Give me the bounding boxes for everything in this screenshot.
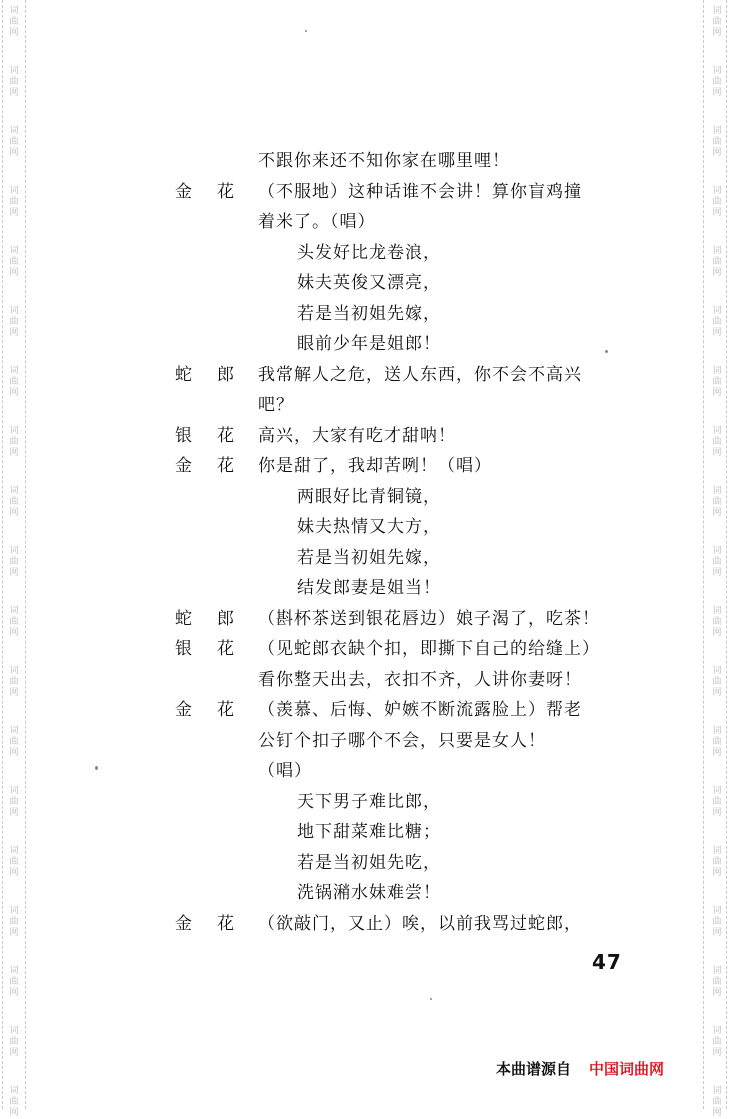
verse-line: 洗锅潲水妹难尝！	[297, 883, 441, 903]
dialogue-text: 不跟你来还不知你家在哪里哩！	[258, 151, 510, 171]
watermark-text: 词 曲 网	[712, 126, 722, 158]
watermark-text: 词 曲 网	[712, 1086, 722, 1118]
script-line	[0, 512, 729, 543]
verse-line: 地下甜菜难比糖；	[297, 822, 441, 842]
speaker-char: 蛇	[175, 364, 193, 385]
watermark-text: 词 曲 网	[9, 666, 19, 698]
verse-line: 眼前少年是姐郎！	[297, 334, 441, 354]
script-line	[0, 756, 729, 787]
speaker-char: 花	[217, 425, 235, 446]
script-line	[0, 238, 729, 269]
script-line	[0, 573, 729, 604]
watermark-text: 词 曲 网	[9, 6, 19, 38]
watermark-text: 词 曲 网	[712, 246, 722, 278]
watermark-text: 词 曲 网	[9, 186, 19, 218]
watermark-text: 词 曲 网	[712, 366, 722, 398]
speaker-char: 银	[175, 639, 193, 659]
speaker-name	[175, 909, 259, 940]
speaker-name	[175, 360, 259, 391]
script-line	[0, 146, 729, 177]
speaker-char: 郎	[217, 608, 235, 629]
verse-line: 两眼好比青铜镜，	[297, 486, 441, 507]
dialogue-text: 吧？	[258, 395, 294, 415]
watermark-text: 词 曲 网	[9, 546, 19, 578]
watermark-text: 词 曲 网	[9, 1086, 19, 1118]
script-line	[0, 848, 729, 879]
script-line	[0, 421, 729, 452]
dialogue-text: 公钉个扣子哪个不会，只要是女人！	[258, 730, 546, 751]
dialogue-text: 你是甜了，我却苦咧！（唱）	[258, 456, 492, 476]
dialogue-text: （唱）	[258, 761, 312, 781]
verse-line: 妹夫英俊又漂亮，	[297, 273, 441, 293]
script-line	[0, 604, 729, 635]
source-label: 本曲谱源自	[496, 1060, 572, 1078]
ink-speck	[95, 766, 98, 770]
script-line	[0, 482, 729, 513]
speaker-char: 花	[217, 700, 235, 720]
script-line	[0, 634, 729, 665]
script-line	[0, 787, 729, 818]
watermark-text: 词 曲 网	[712, 906, 722, 938]
watermark-text: 词 曲 网	[712, 486, 722, 518]
dialogue-text: （不服地）这种话谁不会讲！算你盲鸡撞	[258, 181, 582, 202]
speaker-char: 银	[175, 425, 193, 446]
speaker-char: 郎	[217, 364, 235, 385]
script-text	[0, 146, 729, 939]
verse-line: 若是当初姐先嫁，	[297, 303, 441, 324]
script-line	[0, 360, 729, 391]
watermark-text: 词 曲 网	[712, 786, 722, 818]
script-line	[0, 299, 729, 330]
watermark-text: 词 曲 网	[9, 966, 19, 998]
verse-line: 天下男子难比郎，	[297, 791, 441, 812]
watermark-text: 词 曲 网	[9, 1026, 19, 1058]
speaker-char: 花	[217, 456, 235, 476]
watermark-text: 词 曲 网	[9, 726, 19, 758]
script-line	[0, 665, 729, 696]
speaker-char: 花	[217, 913, 235, 934]
watermark-text: 词 曲 网	[712, 1026, 722, 1058]
watermark-text: 词 曲 网	[712, 66, 722, 98]
watermark-text: 词 曲 网	[9, 366, 19, 398]
speaker-char: 金	[175, 700, 193, 720]
watermark-text: 词 曲 网	[9, 786, 19, 818]
ink-speck	[605, 350, 608, 353]
ink-speck	[305, 30, 307, 32]
watermark-text: 词 曲 网	[9, 486, 19, 518]
speaker-char: 花	[217, 181, 235, 202]
script-line	[0, 543, 729, 574]
script-line	[0, 817, 729, 848]
script-line	[0, 207, 729, 238]
script-line	[0, 268, 729, 299]
page-number: 47	[592, 950, 622, 974]
watermark-text: 词 曲 网	[9, 606, 19, 638]
dialogue-text: 看你整天出去，衣扣不齐，人讲你妻呀！	[258, 669, 582, 690]
source-site-name: 中国词曲网	[589, 1060, 665, 1078]
watermark-text: 词 曲 网	[712, 186, 722, 218]
speaker-char: 金	[175, 913, 193, 934]
ink-speck	[430, 998, 432, 1000]
watermark-text: 词 曲 网	[712, 546, 722, 578]
verse-line: 结发郎妻是姐当！	[297, 578, 441, 598]
script-line	[0, 177, 729, 208]
dialogue-text: （见蛇郎衣缺个扣，即撕下自己的给缝上）	[258, 639, 600, 659]
speaker-name	[175, 421, 259, 452]
script-line	[0, 390, 729, 421]
watermark-text: 词 曲 网	[712, 846, 722, 878]
speaker-char: 花	[217, 639, 235, 659]
watermark-text: 词 曲 网	[9, 426, 19, 458]
source-credit	[496, 1058, 664, 1079]
verse-line: 若是当初姐先嫁，	[297, 547, 441, 568]
speaker-char: 金	[175, 456, 193, 476]
dialogue-text: 着米了。（唱）	[258, 212, 376, 232]
watermark-text: 词 曲 网	[9, 906, 19, 938]
dialogue-text: 我常解人之危，送人东西，你不会不高兴	[258, 364, 582, 385]
watermark-text: 词 曲 网	[712, 966, 722, 998]
watermark-text: 词 曲 网	[712, 666, 722, 698]
speaker-name	[175, 604, 259, 635]
dialogue-text: （斟杯茶送到银花唇边）娘子渴了，吃茶！	[258, 608, 600, 629]
speaker-name	[175, 451, 259, 482]
script-line	[0, 329, 729, 360]
verse-line: 若是当初姐先吃，	[297, 852, 441, 873]
script-line	[0, 695, 729, 726]
script-line	[0, 451, 729, 482]
dialogue-text: （羡慕、后悔、妒嫉不断流露脸上）帮老	[258, 700, 582, 720]
script-line	[0, 909, 729, 940]
watermark-text: 词 曲 网	[9, 246, 19, 278]
dialogue-text: （欲敲门，又止）唉，以前我骂过蛇郎，	[258, 913, 582, 934]
dialogue-text: 高兴，大家有吃才甜呐！	[258, 425, 456, 446]
speaker-name	[175, 634, 259, 665]
watermark-text: 词 曲 网	[712, 426, 722, 458]
watermark-text: 词 曲 网	[712, 606, 722, 638]
script-line	[0, 726, 729, 757]
speaker-char: 蛇	[175, 608, 193, 629]
verse-line: 头发好比龙卷浪，	[297, 242, 441, 263]
watermark-text: 词 曲 网	[712, 6, 722, 38]
speaker-name	[175, 177, 259, 208]
watermark-text: 词 曲 网	[9, 66, 19, 98]
script-line	[0, 878, 729, 909]
watermark-text: 词 曲 网	[712, 306, 722, 338]
verse-line: 妹夫热情又大方，	[297, 517, 441, 537]
watermark-text: 词 曲 网	[9, 126, 19, 158]
speaker-char: 金	[175, 181, 193, 202]
watermark-text: 词 曲 网	[9, 306, 19, 338]
speaker-name	[175, 695, 259, 726]
watermark-text: 词 曲 网	[712, 726, 722, 758]
watermark-text: 词 曲 网	[9, 846, 19, 878]
